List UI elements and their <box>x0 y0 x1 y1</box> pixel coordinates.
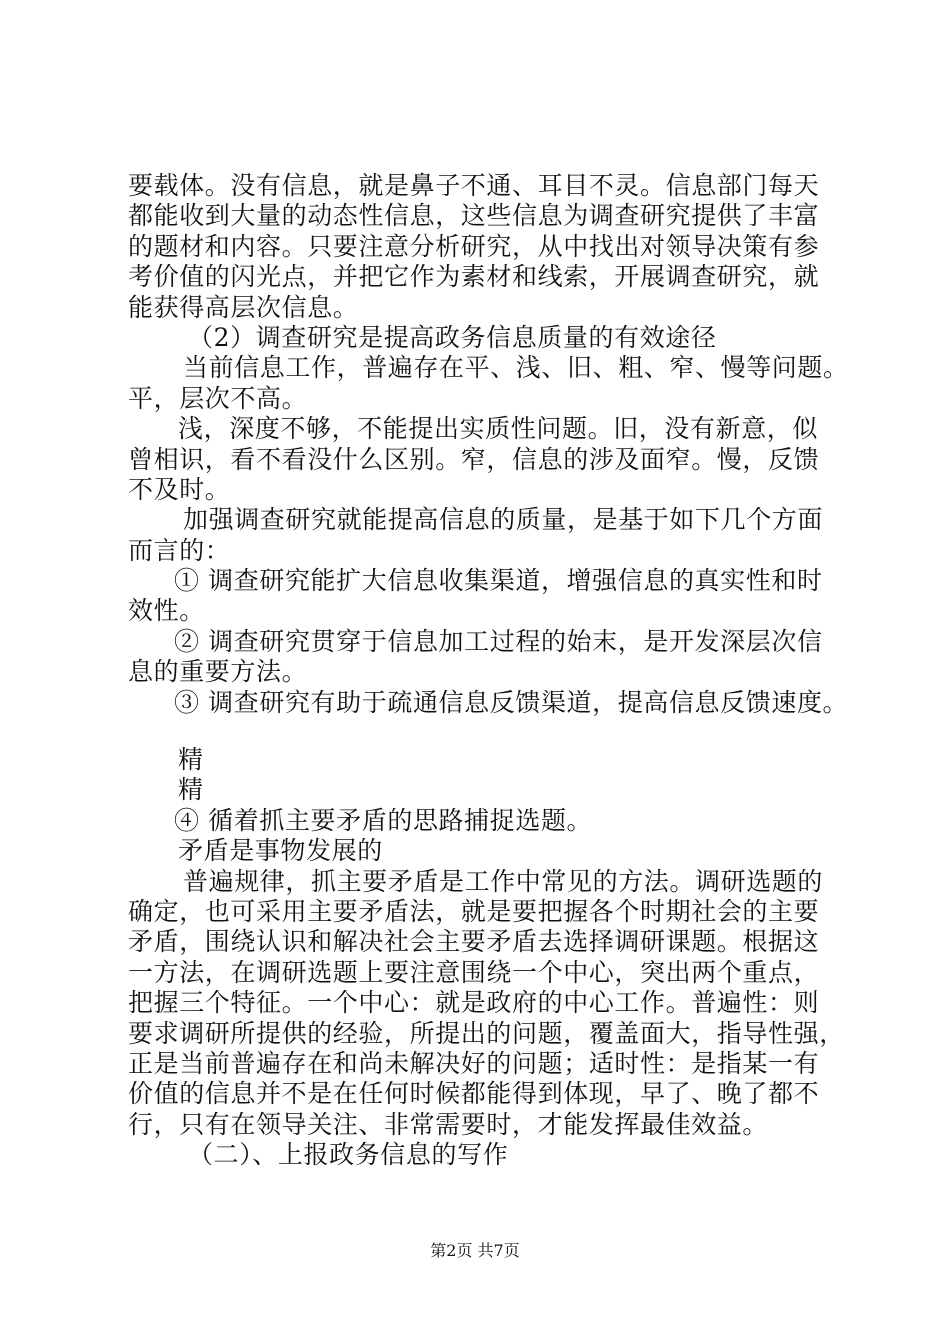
text-line: 当前信息工作，普遍存在平、浅、旧、粗、窄、慢等问题。 <box>183 353 849 383</box>
text-line: 加强调查研究就能提高信息的质量，是基于如下几个方面 <box>183 505 824 535</box>
text-line: 都能收到大量的动态性信息，这些信息为调查研究提供了丰富 <box>128 201 820 231</box>
text-line: （2）调查研究是提高政务信息质量的有效途径 <box>188 322 717 352</box>
text-line: ① 调查研究能扩大信息收集渠道，增强信息的真实性和时 <box>174 566 823 596</box>
text-line: 矛盾是事物发展的 <box>178 836 383 866</box>
text-line: 曾相识，看不看没什么区别。窄，信息的涉及面窄。慢，反馈 <box>128 444 820 474</box>
text-line: 息的重要方法。 <box>128 657 308 687</box>
text-line: 一方法，在调研选题上要注意围绕一个中心，突出两个重点， <box>128 957 820 987</box>
text-line: 把握三个特征。一个中心：就是政府的中心工作。普遍性：则 <box>128 988 820 1018</box>
text-line: ③ 调查研究有助于疏通信息反馈渠道，提高信息反馈速度。 <box>174 687 849 717</box>
text-line: 平，层次不高。 <box>128 383 308 413</box>
document-body <box>128 171 848 1171</box>
text-line: 浅，深度不够，不能提出实质性问题。旧，没有新意，似 <box>178 414 819 444</box>
text-line: 普遍规律，抓主要矛盾是工作中常见的方法。调研选题的 <box>183 866 824 896</box>
text-line: 效性。 <box>128 596 205 626</box>
text-line: ④ 循着抓主要矛盾的思路捕捉选题。 <box>174 805 593 835</box>
text-line: 精 <box>178 775 204 805</box>
text-line: 价值的信息并不是在任何时候都能得到体现，早了、晚了都不 <box>128 1079 820 1109</box>
text-line: 考价值的闪光点，并把它作为素材和线索，开展调查研究，就 <box>128 262 820 292</box>
page-footer: 第2页 共7页 <box>430 1241 520 1260</box>
text-line: 正是当前普遍存在和尚未解决好的问题；适时性：是指某一有 <box>128 1048 820 1078</box>
text-line: 矛盾，围绕认识和解决社会主要矛盾去选择调研课题。根据这 <box>128 927 820 957</box>
blank-line <box>128 718 848 745</box>
text-line: ② 调查研究贯穿于信息加工过程的始末，是开发深层次信 <box>174 626 823 656</box>
text-line: 确定，也可采用主要矛盾法，就是要把握各个时期社会的主要 <box>128 896 820 926</box>
text-line: （二）、上报政务信息的写作 <box>188 1140 509 1170</box>
text-line: 的题材和内容。只要注意分析研究，从中找出对领导决策有参 <box>128 231 820 261</box>
text-line: 行，只有在领导关注、非常需要时，才能发挥最佳效益。 <box>128 1109 769 1139</box>
text-line: 不及时。 <box>128 474 231 504</box>
text-line: 而言的： <box>128 535 231 565</box>
text-line: 精 <box>178 745 204 775</box>
text-line: 要求调研所提供的经验，所提出的问题，覆盖面大，指导性强， <box>128 1018 845 1048</box>
text-line: 要载体。没有信息，就是鼻子不通、耳目不灵。信息部门每天 <box>128 171 820 200</box>
text-line: 能获得高层次信息。 <box>128 292 359 322</box>
